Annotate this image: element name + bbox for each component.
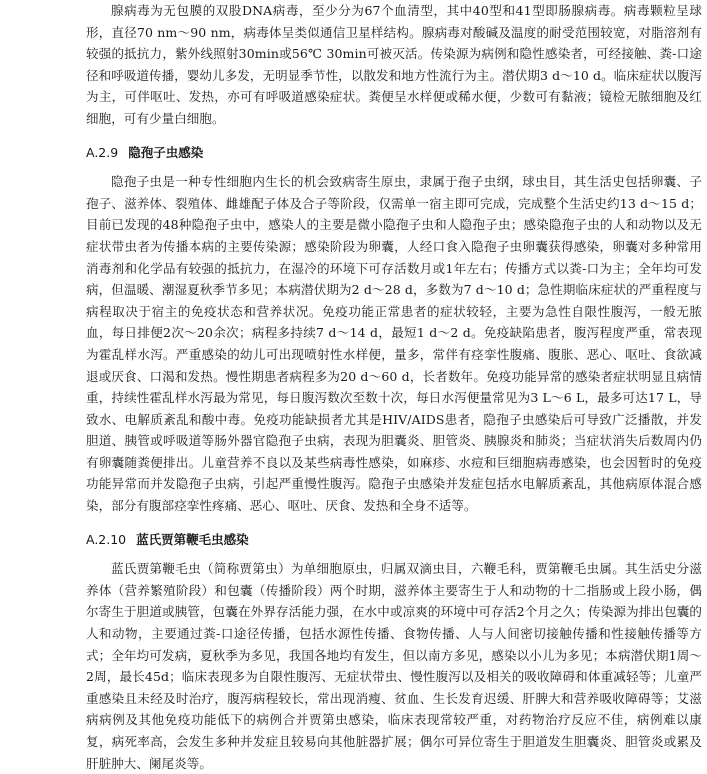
cryptosporidium-paragraph: 隐孢子虫是一种专性细胞内生长的机会致病寄生原虫，隶属于孢子虫纲，球虫目，其生活史包括卵囊、子孢子、滋养体、裂殖体、雌雄配子体及合子等阶段，仅需单一宿主即可完成，完成整个生活史约13 d～15 d；目前已发现的48种隐孢子虫中，感染人的主要是微小隐孢子虫和人隐孢子虫；感染隐孢子虫的人和动物以及无症状带虫者为传播本病的主要传染源；感染阶段为卵囊，人经口食入隐孢子虫卵囊获得感染，卵囊对多种常用消毒剂和化学品有较强的抵抗力，在湿冷的环境下可存活数月或1年左右；传播方式以粪-口为主；全年均可发病，但温暖、潮湿夏秋季节多见；本病潜伏期为2 d～28 d，多数为7 d～10 d；急性期临床症状的严重程度与病程取决于宿主的免疫状态和营养状况。免疫功能正常患者的症状较轻，主要为急性自限性腹泻，一般无脓血，每日排便2次～20余次；病程多持续7 d～14 d，最短1 d～2 d。免疫缺陷患者，腹泻程度严重，常表现为霍乱样水泻。严重感染的幼儿可出现喷射性水样便，量多，常伴有痉挛性腹痛、腹胀、恶心、呕吐、食欲减退或厌食、口渴和发热。慢性期患者病程多为20 d～60 d，长者数年。免疫功能异常的感染者症状明显且病情重，持续性霍乱样水泻最为常见，每日腹泻数次至数十次，每日水泻便量常见为3 L～6 L，最多可达17 L，导致水、电解质紊乱和酸中毒。免疫功能缺损者尤其是HIV/AIDS患者，隐孢子虫感染后可导致广泛播散，并发胆道、胰管或呼吸道等肠外器官隐孢子虫病，表现为胆囊炎、胆管炎、胰腺炎和肺炎；当症状消失后数周内仍有卵囊随粪便排出。儿童营养不良以及某些病毒性感染，如麻疹、水痘和巨细胞病毒感染，也会因暂时的免疫功能异常而并发隐孢子虫病，引起严重慢性腹泻。隐孢子虫感染并发症包括水电解质紊乱，其他病原体混合感染，部分有腹部痉挛性疼痛、恶心、呕吐、厌食、发热和全身不适等。 [86,174,702,514]
section-heading-a-2-10 [86,529,702,551]
document-page [86,0,702,774]
adenovirus-paragraph: 腺病毒为无包膜的双股DNA病毒，至少分为67个血清型，其中40型和41型即肠腺病毒。病毒颗粒呈球形，直径70 nm～90 nm，病毒体呈类似通信卫星样结构。腺病毒对酸碱及温度的耐受范围较宽，对脂溶剂有较强的抵抗力，紫外线照射30min或56℃ 30min可被灭活。传染源为病例和隐性感染者，可经接触、粪-口途径和呼吸道传播，婴幼儿多发，无明显季节性，以散发和地方性流行为主。潜伏期3 d～10 d。临床症状以腹泻为主，可伴呕吐、发热，亦可有呼吸道感染症状。粪便呈水样便或稀水便，少数可有黏液；镜检无脓细胞及红细胞，可有少量白细胞。 [86,3,702,126]
section-number: A.2.10 [86,531,127,547]
section-title: 隐孢子虫感染 [128,144,204,160]
section-heading-a-2-9 [86,142,702,164]
giardia-paragraph: 蓝氏贾第鞭毛虫（简称贾第虫）为单细胞原虫，归属双滴虫目，六鞭毛科，贾第鞭毛虫属。其生活史分滋养体（营养繁殖阶段）和包囊（传播阶段）两个时期，滋养体主要寄生于人和动物的十二指肠或上段小肠，偶尔寄生于胆道或胰管，包囊在外界存活能力强，在水中或凉爽的环境中可存活2个月之久；传染源为排出包囊的人和动物，主要通过粪-口途径传播，包括水源性传播、食物传播、人与人间密切接触传播和性接触传播等方式；全年均可发病，夏秋季为多见，我国各地均有发生，但以南方多见，感染以小儿为多见；本病潜伏期1周～2周，最长45d；临床表现多为自限性腹泻、无症状带虫、慢性腹泻以及相关的吸收障碍和体重减轻等；儿童严重感染且未经及时治疗，腹泻病程较长，常出现消瘦、贫血、生长发育迟缓、肝脾大和营养吸收障碍等；艾滋病病例及其他免疫功能低下的病例合并贾第虫感染，临床表现常较严重，对药物治疗反应不佳，病例难以康复，病死率高，会发生多种并发症且较易向其他脏器扩展；偶尔可异位寄生于胆道发生胆囊炎、胆管炎或累及肝脏肿大、阑尾炎等。 [86,561,702,771]
section-number: A.2.9 [86,144,119,160]
section-title: 蓝氏贾第鞭毛虫感染 [136,531,249,547]
